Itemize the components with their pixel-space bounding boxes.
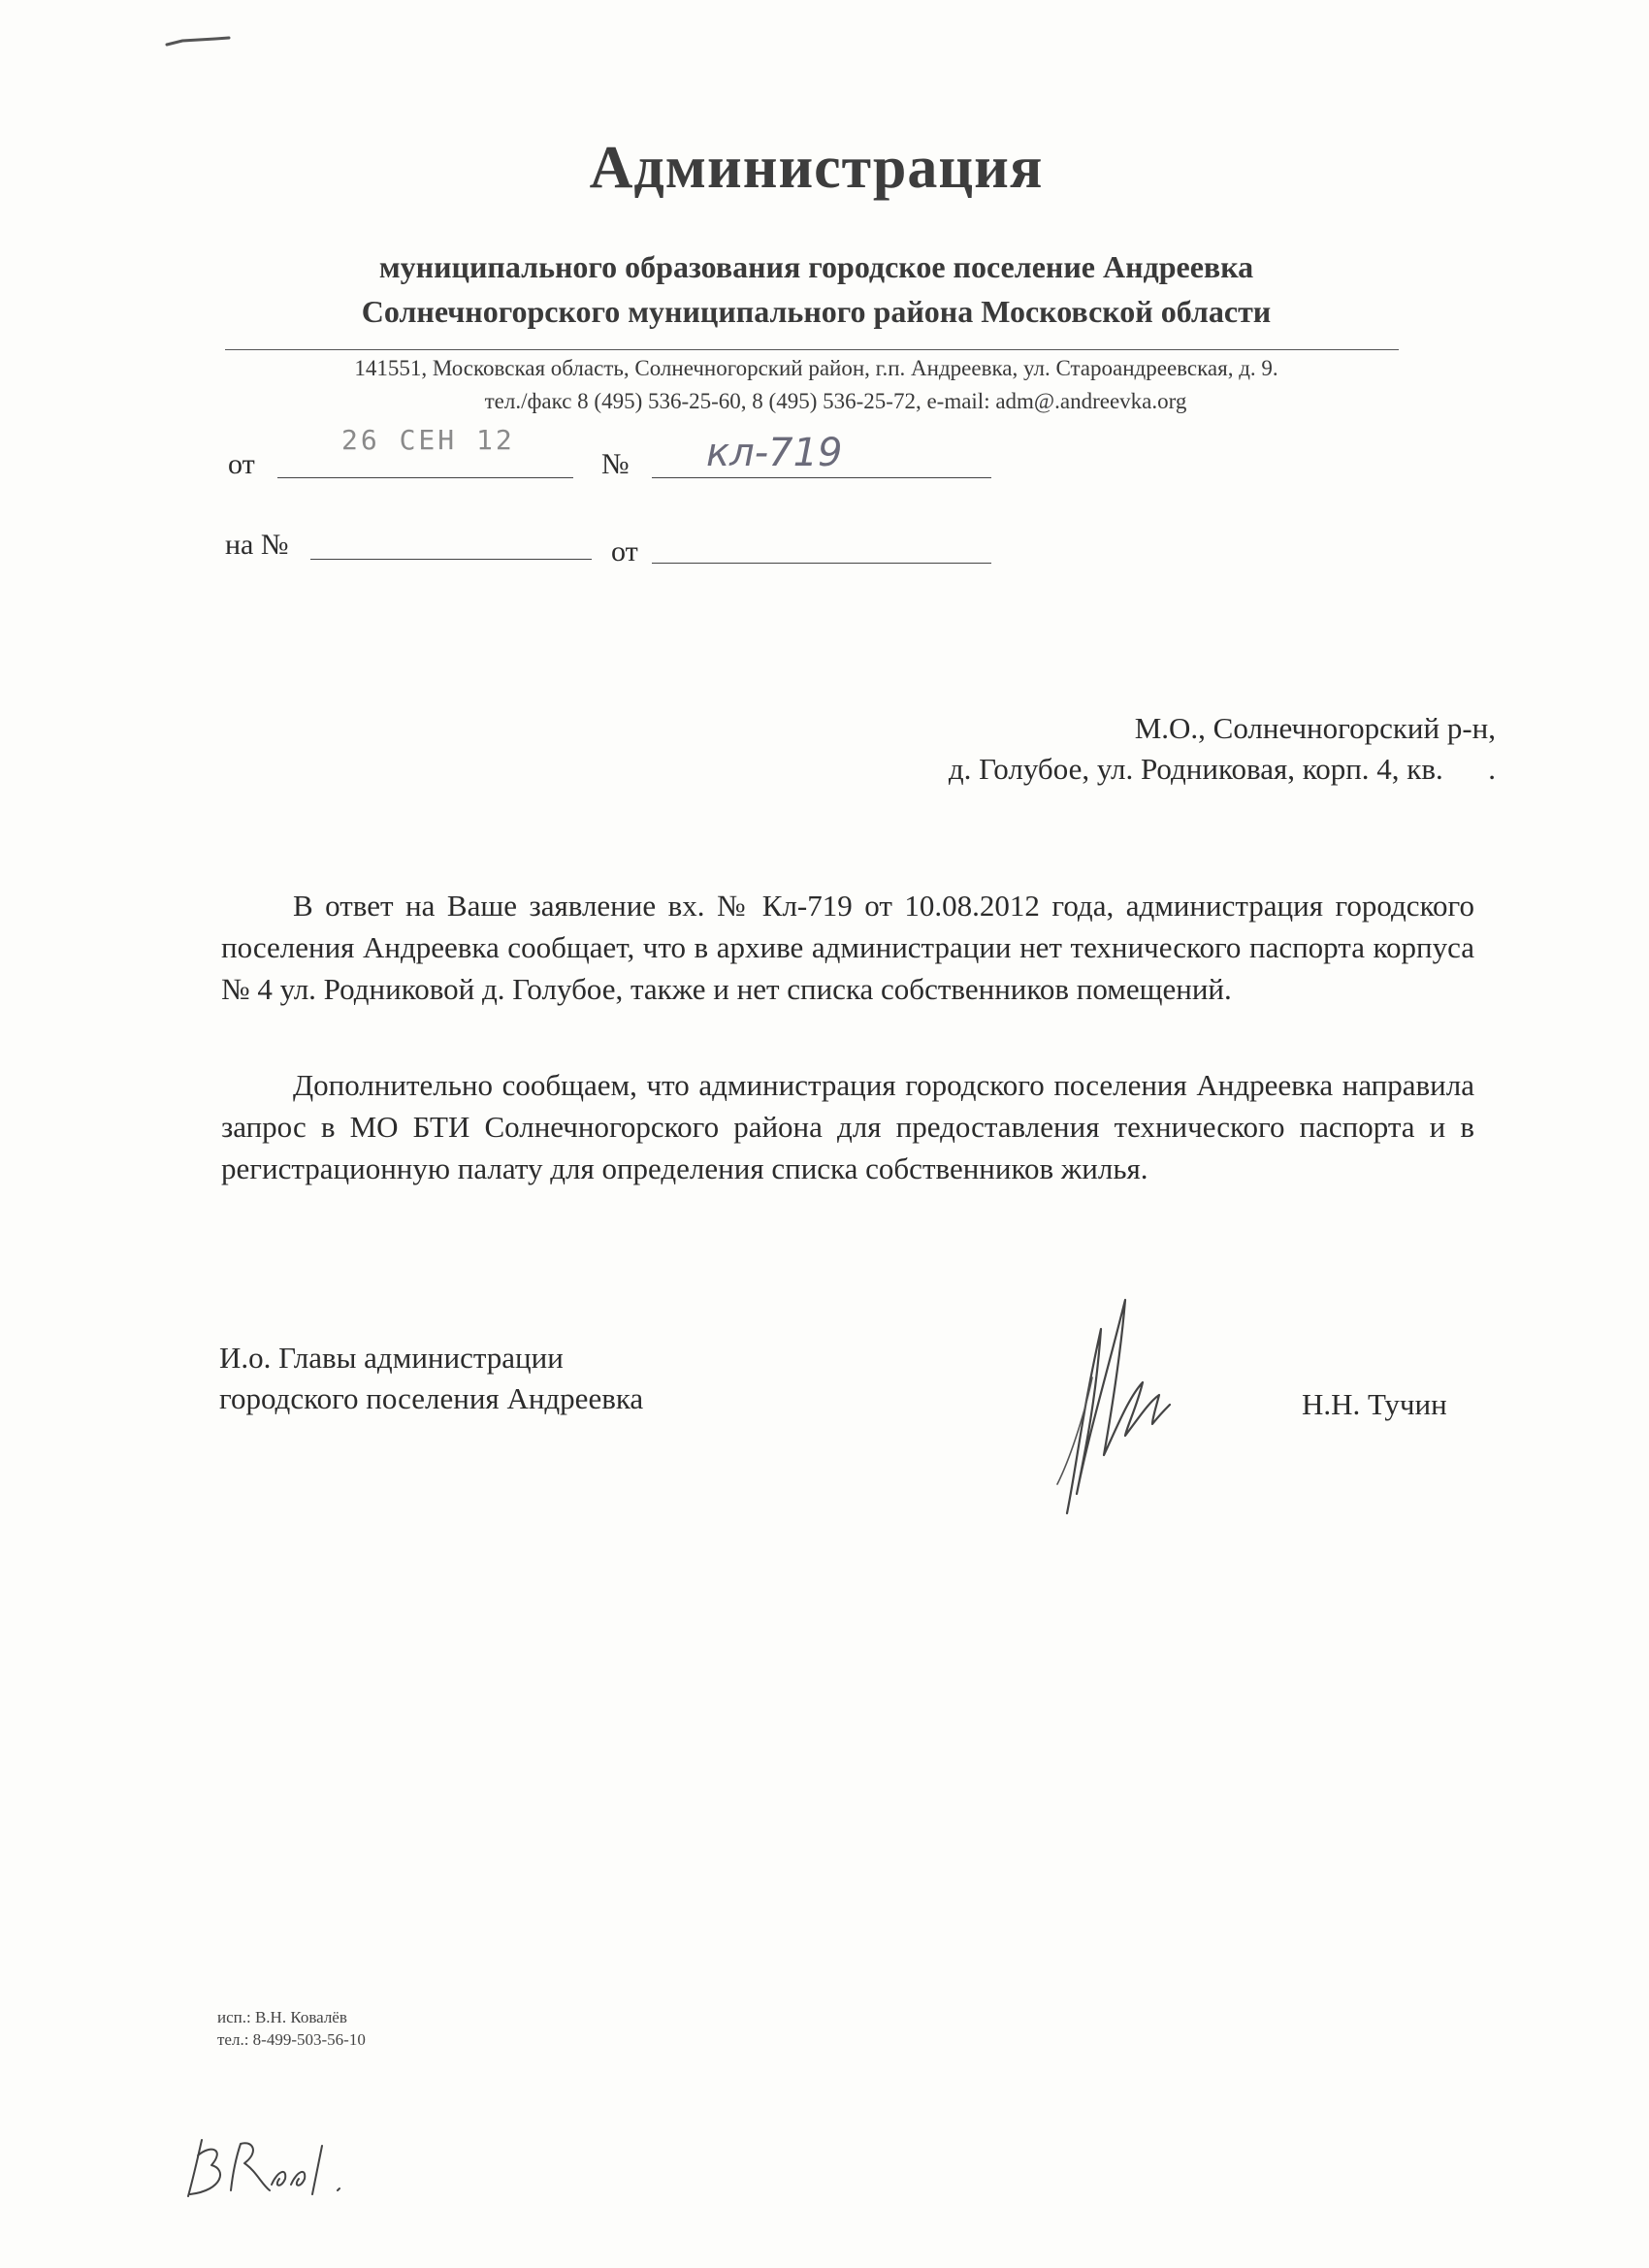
executor-name: исп.: В.Н. Ковалёв xyxy=(217,2008,347,2026)
reference-number-line xyxy=(310,559,592,560)
body-paragraph-1: В ответ на Ваше заявление вх. № Кл-719 от 10.08.2012 года, администрация городского поселения Андреевка сообщает, что в архиве администрации нет технического паспорта корпуса № 4 ул. Родниковой д. Голубое, также и нет списка собственников помещений. xyxy=(221,889,1474,1006)
body-paragraph-2: Дополнительно сообщаем, что администрация городского поселения Андреевка направила запрос в МО БТИ Солнечногорского района для предоставления технического паспорта и в регистрационную палату для определения списка собственников жилья. xyxy=(221,1068,1474,1185)
handwritten-signature xyxy=(1028,1290,1174,1523)
letterhead-phone-email: тел./факс 8 (495) 536-25-60, 8 (495) 536-25-72, e-mail: adm@.andreevka.org xyxy=(484,389,1187,413)
handwritten-note xyxy=(177,2126,361,2206)
reference-date-line xyxy=(652,563,991,564)
signatory-position-line-2: городского поселения Андреевка xyxy=(219,1381,644,1415)
letterhead-org-line-1: муниципального образования городское поселение Андреевка xyxy=(378,249,1254,284)
outgoing-date-line xyxy=(277,477,573,478)
outgoing-date-stamp: 26 СЕН 12 xyxy=(341,424,515,456)
letterhead-title: Администрация xyxy=(589,135,1044,201)
outgoing-number-label: № xyxy=(601,448,630,480)
scan-mark xyxy=(165,35,233,49)
outgoing-date-label: от xyxy=(228,448,255,480)
executor-phone: тел.: 8-499-503-56-10 xyxy=(217,2030,366,2049)
reference-number-label: на № xyxy=(225,529,289,561)
addressee-line-2: д. Голубое, ул. Родниковая, корп. 4, кв. . xyxy=(948,752,1496,786)
signatory-position-line-1: И.о. Главы администрации xyxy=(219,1341,564,1375)
letterhead-address: 141551, Московская область, Солнечногорский район, г.п. Андреевка, ул. Староандреевская, д. 9. xyxy=(354,356,1278,380)
addressee-line-1: М.О., Солнечногорский р-н, xyxy=(1134,711,1496,745)
letterhead-divider xyxy=(225,349,1399,350)
reference-date-label: от xyxy=(611,535,638,567)
outgoing-number-handwritten: кл-719 xyxy=(706,431,843,475)
letterhead-org-line-2: Солнечногорского муниципального района Московской области xyxy=(361,294,1272,329)
outgoing-number-line xyxy=(652,477,991,478)
signatory-name: Н.Н. Тучин xyxy=(1302,1387,1447,1421)
